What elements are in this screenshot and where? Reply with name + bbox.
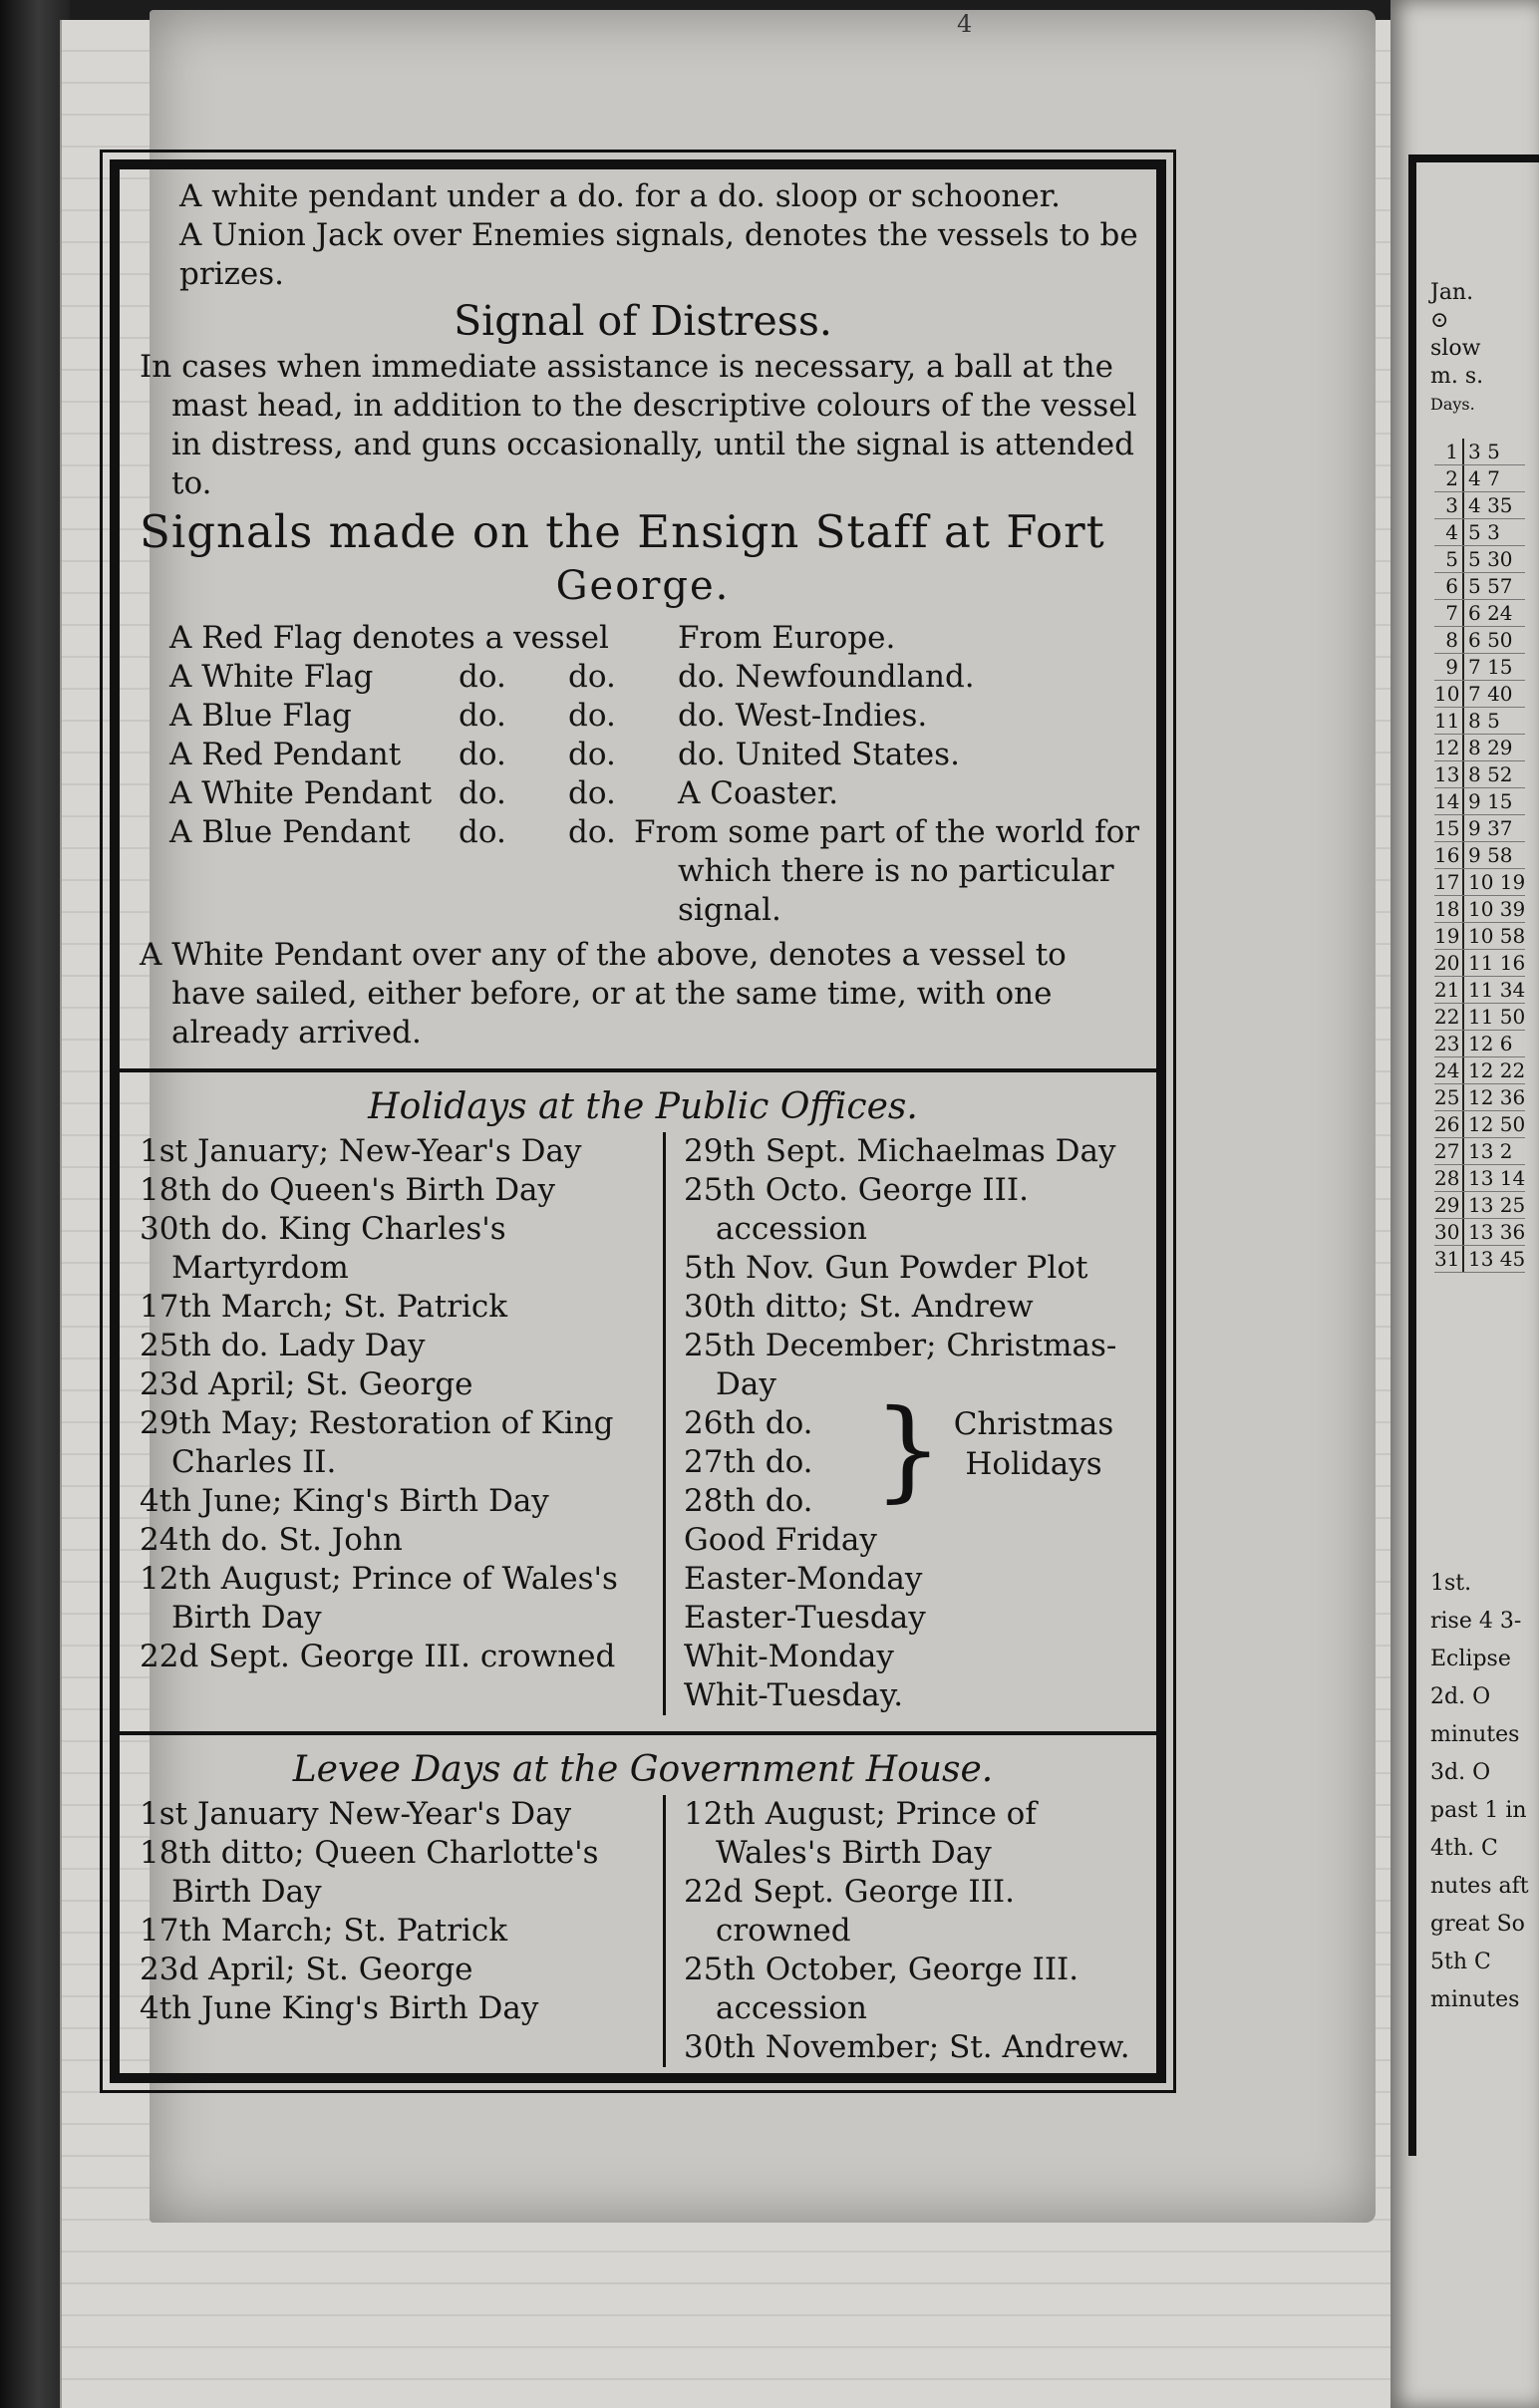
holidays-left-column: [140, 1132, 663, 1715]
signal-destination: From Europe.: [678, 620, 896, 656]
slow-time-value: 10 39: [1468, 897, 1526, 921]
holiday-item: 26th do.: [684, 1405, 813, 1441]
slow-time-value: 7 40: [1468, 682, 1513, 706]
day-number: 15: [1434, 815, 1464, 841]
slow-time-value: 12 50: [1468, 1112, 1526, 1136]
day-number: 12: [1434, 735, 1464, 760]
table-row: [1434, 654, 1525, 681]
holidays-right-column: [663, 1132, 1146, 1715]
facing-note-line: minutes: [1430, 1987, 1520, 2012]
slow-time-value: 9 58: [1468, 843, 1513, 867]
day-number: 19: [1434, 923, 1464, 949]
holiday-item: 5th Nov. Gun Powder Plot: [684, 1250, 1088, 1286]
holiday-item: 29th May; Restoration of King Charles II.: [140, 1405, 614, 1480]
day-number: 11: [1434, 708, 1464, 734]
table-row: [1434, 735, 1525, 761]
table-row: [1434, 1004, 1525, 1031]
day-number: 18: [1434, 896, 1464, 922]
holiday-item: Good Friday: [684, 1522, 877, 1558]
levee-item: 23d April; St. George: [140, 1952, 473, 1987]
table-row: [1434, 950, 1525, 977]
day-number: 20: [1434, 950, 1464, 976]
levee-right-column: [663, 1795, 1146, 2067]
table-row: [1434, 519, 1525, 546]
page-number: 4: [957, 10, 973, 38]
day-number: 26: [1434, 1111, 1464, 1137]
facing-note-line: 2d. O: [1430, 1684, 1491, 1709]
slow-time-value: 4 7: [1468, 466, 1500, 490]
facing-note-line: 1st.: [1430, 1571, 1472, 1596]
facing-note-line: 5th C: [1430, 1950, 1491, 1974]
day-number: 3: [1434, 492, 1464, 518]
holiday-item: 17th March; St. Patrick: [140, 1289, 508, 1325]
section-divider: [120, 1731, 1166, 1735]
day-number: 2: [1434, 465, 1464, 491]
day-number: 7: [1434, 600, 1464, 626]
days-label: Days.: [1430, 395, 1475, 414]
section-divider: [120, 1068, 1166, 1072]
levee-item: 30th November; St. Andrew.: [684, 2029, 1130, 2065]
signal-flag: A White Pendant: [169, 775, 433, 811]
table-row: [1434, 1246, 1525, 1273]
slow-time-value: 4 35: [1468, 493, 1513, 517]
day-number: 6: [1434, 573, 1464, 599]
holiday-item: 24th do. St. John: [140, 1522, 403, 1558]
day-number: 28: [1434, 1165, 1464, 1191]
signal-ditto: do.: [568, 659, 616, 695]
table-row: [1434, 842, 1525, 869]
slow-time-value: 13 14: [1468, 1166, 1526, 1190]
union-jack-line: A Union Jack over Enemies signals, denotes the vessels to be prizes.: [179, 217, 1138, 292]
day-number: 22: [1434, 1004, 1464, 1030]
table-row: [1434, 1165, 1525, 1192]
signal-destination: From some part of the world for which there is no particular signal.: [634, 814, 1140, 928]
day-number: 23: [1434, 1031, 1464, 1056]
facing-page-edge: [1390, 0, 1539, 2408]
slow-time-value: 10 58: [1468, 924, 1526, 948]
table-row: [1434, 1057, 1525, 1084]
slow-time-value: 8 52: [1468, 762, 1513, 786]
units-label: m. s.: [1430, 364, 1484, 389]
levee-item: 25th October, George III. accession: [684, 1952, 1079, 2026]
fort-signals-title-cont: George.: [555, 563, 731, 609]
holiday-item: 27th do.: [684, 1444, 813, 1480]
holiday-item: 1st January; New-Year's Day: [140, 1133, 582, 1169]
levee-title: Levee Days at the Government House.: [292, 1749, 994, 1790]
signal-row: [140, 736, 1146, 774]
signal-ditto: do.: [568, 737, 616, 772]
table-row: [1434, 977, 1525, 1004]
table-row: [1434, 1111, 1525, 1138]
fort-signals-title: Signals made on the Ensign Staff at Fort: [140, 505, 1105, 558]
page-content: [140, 177, 1146, 2067]
slow-label: slow: [1430, 336, 1481, 361]
signal-destination: A Coaster.: [678, 775, 839, 811]
levee-item: 18th ditto; Queen Charlotte's Birth Day: [140, 1835, 599, 1910]
signal-row: [140, 697, 1146, 736]
facing-table-header: [1430, 279, 1483, 419]
signal-destination: do. United States.: [678, 737, 960, 772]
facing-note-line: rise 4 3-: [1430, 1609, 1522, 1634]
table-row: [1434, 1084, 1525, 1111]
table-row: [1434, 923, 1525, 950]
equation-of-time-table: [1434, 439, 1525, 1273]
holidays-columns: [140, 1132, 1146, 1715]
slow-time-value: 13 45: [1468, 1247, 1526, 1271]
slow-time-value: 13 2: [1468, 1139, 1513, 1163]
signal-row: [140, 813, 1146, 930]
curly-brace-icon: }: [873, 1385, 943, 1513]
signal-row: [140, 774, 1146, 813]
holiday-item: 30th ditto; St. Andrew: [684, 1289, 1034, 1325]
table-row: [1434, 869, 1525, 896]
table-row: [1434, 439, 1525, 465]
facing-note-line: Eclipse: [1430, 1647, 1511, 1671]
distress-heading: Signal of Distress.: [454, 297, 832, 345]
table-row: [1434, 573, 1525, 600]
slow-time-value: 10 19: [1468, 870, 1526, 894]
slow-time-value: 3 5: [1468, 440, 1500, 463]
holiday-item: Whit-Monday: [684, 1639, 894, 1674]
day-number: 24: [1434, 1057, 1464, 1083]
day-number: 14: [1434, 788, 1464, 814]
levee-left-column: [140, 1795, 663, 2067]
signal-ditto: do.: [459, 814, 506, 850]
signal-destination: do. Newfoundland.: [678, 659, 975, 695]
day-number: 13: [1434, 761, 1464, 787]
holidays-title: Holidays at the Public Offices.: [368, 1086, 918, 1127]
day-number: 21: [1434, 977, 1464, 1003]
slow-time-value: 8 29: [1468, 736, 1513, 759]
facing-note-line: 3d. O: [1430, 1760, 1491, 1785]
holiday-item: Whit-Tuesday.: [684, 1677, 904, 1713]
levee-item: 22d Sept. George III. crowned: [684, 1874, 1015, 1949]
table-row: [1434, 1138, 1525, 1165]
table-row: [1434, 681, 1525, 708]
pendant-signal-line: A white pendant under a do. for a do. sloop or schooner.: [179, 178, 1062, 214]
day-number: 16: [1434, 842, 1464, 868]
holiday-item: 28th do.: [684, 1483, 813, 1519]
table-row: [1434, 896, 1525, 923]
facing-page-notes: [1430, 1565, 1529, 2019]
signal-ditto: do.: [459, 659, 506, 695]
facing-note-line: nutes aft: [1430, 1874, 1529, 1899]
holiday-item: 12th August; Prince of Wales's Birth Day: [140, 1561, 618, 1636]
day-number: 5: [1434, 546, 1464, 572]
holiday-item: 25th December; Christmas-Day: [684, 1328, 1117, 1402]
slow-time-value: 9 15: [1468, 789, 1513, 813]
signal-ditto: do.: [568, 698, 616, 734]
slow-time-value: 8 5: [1468, 709, 1500, 733]
facing-note-line: past 1 in: [1430, 1798, 1527, 1823]
holiday-item: 25th Octo. George III. accession: [684, 1172, 1030, 1247]
levee-item: 1st January New-Year's Day: [140, 1796, 572, 1832]
slow-time-value: 11 16: [1468, 951, 1526, 975]
christmas-holidays-group: [684, 1385, 1146, 1521]
signal-flag: A Blue Pendant: [169, 814, 411, 850]
white-pendant-note: A White Pendant over any of the above, denotes a vessel to have sailed, either before, or at the same time, with one already arrived.: [140, 937, 1067, 1051]
holiday-item: Easter-Monday: [684, 1561, 923, 1597]
signal-flag: A White Flag: [169, 659, 374, 695]
fort-signals-table: [140, 619, 1146, 930]
slow-time-value: 12 22: [1468, 1058, 1526, 1082]
slow-time-value: 13 25: [1468, 1193, 1526, 1217]
table-row: [1434, 1031, 1525, 1057]
levee-columns: [140, 1795, 1146, 2067]
day-number: 17: [1434, 869, 1464, 895]
day-number: 25: [1434, 1084, 1464, 1110]
facing-note-line: 4th. C: [1430, 1836, 1498, 1861]
slow-time-value: 13 36: [1468, 1220, 1526, 1244]
table-row: [1434, 1219, 1525, 1246]
signal-row: [140, 619, 1146, 658]
facing-note-line: great So: [1430, 1912, 1525, 1937]
signal-ditto: do.: [568, 775, 616, 811]
christmas-holidays-label: Christmas Holidays: [953, 1406, 1114, 1482]
signal-flag: A Red Flag denotes a vessel: [169, 620, 609, 656]
slow-time-value: 5 3: [1468, 520, 1500, 544]
day-number: 9: [1434, 654, 1464, 680]
holiday-item: 18th do Queen's Birth Day: [140, 1172, 556, 1208]
table-row: [1434, 627, 1525, 654]
holiday-item: 29th Sept. Michaelmas Day: [684, 1133, 1116, 1169]
facing-note-line: minutes: [1430, 1722, 1520, 1747]
day-number: 29: [1434, 1192, 1464, 1218]
table-row: [1434, 788, 1525, 815]
signal-ditto: do.: [568, 814, 616, 850]
day-number: 31: [1434, 1246, 1464, 1272]
holiday-item: 25th do. Lady Day: [140, 1328, 426, 1363]
signal-ditto: do.: [459, 698, 506, 734]
slow-time-value: 6 24: [1468, 601, 1513, 625]
table-row: [1434, 761, 1525, 788]
day-number: 30: [1434, 1219, 1464, 1245]
slow-time-value: 5 57: [1468, 574, 1513, 598]
holiday-item: 22d Sept. George III. crowned: [140, 1639, 616, 1674]
levee-item: 12th August; Prince of Wales's Birth Day: [684, 1796, 1037, 1871]
signal-destination: do. West-Indies.: [678, 698, 928, 734]
table-row: [1434, 465, 1525, 492]
signal-flag: A Red Pendant: [169, 737, 402, 772]
day-number: 10: [1434, 681, 1464, 707]
slow-time-value: 6 50: [1468, 628, 1513, 652]
levee-item: 4th June King's Birth Day: [140, 1990, 539, 2026]
holiday-item: 23d April; St. George: [140, 1366, 473, 1402]
table-row: [1434, 492, 1525, 519]
month-label: Jan.: [1430, 280, 1474, 305]
slow-time-value: 5 30: [1468, 547, 1513, 571]
christmas-days-list: [684, 1404, 873, 1521]
slow-time-value: 12 36: [1468, 1085, 1526, 1109]
signal-ditto: do.: [459, 737, 506, 772]
signal-row: [140, 658, 1146, 697]
distress-text: In cases when immediate assistance is necessary, a ball at the mast head, in addition to the descriptive colours of the vessel in distress, and guns occasionally, until the signal is attended to.: [140, 349, 1137, 501]
table-row: [1434, 815, 1525, 842]
holiday-item: 4th June; King's Birth Day: [140, 1483, 549, 1519]
day-number: 27: [1434, 1138, 1464, 1164]
signal-flag: A Blue Flag: [169, 698, 352, 734]
slow-time-value: 9 37: [1468, 816, 1513, 840]
slow-time-value: 12 6: [1468, 1032, 1513, 1055]
table-row: [1434, 546, 1525, 573]
day-number: 4: [1434, 519, 1464, 545]
day-number: 8: [1434, 627, 1464, 653]
table-row: [1434, 600, 1525, 627]
signal-ditto: do.: [459, 775, 506, 811]
sun-icon: ⊙: [1430, 308, 1449, 333]
table-row: [1434, 708, 1525, 735]
slow-time-value: 11 34: [1468, 978, 1526, 1002]
day-number: 1: [1434, 439, 1464, 464]
slow-time-value: 11 50: [1468, 1005, 1526, 1029]
levee-item: 17th March; St. Patrick: [140, 1913, 508, 1949]
holiday-item: Easter-Tuesday: [684, 1600, 926, 1636]
holiday-item: 30th do. King Charles's Martyrdom: [140, 1211, 506, 1286]
slow-time-value: 7 15: [1468, 655, 1513, 679]
table-row: [1434, 1192, 1525, 1219]
